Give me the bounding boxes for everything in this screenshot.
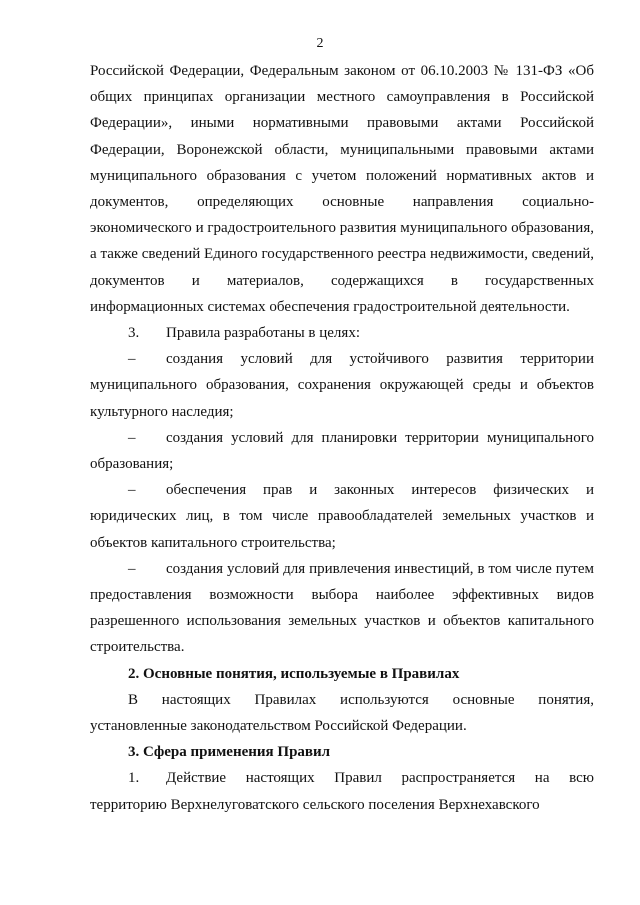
list-item-text: обеспечения прав и законных интересов физических и юридических лиц, в том числе правообладателей земельных участков и объектов капитального строительства; [90,482,594,551]
dash-marker: – [128,560,136,577]
list-item-territory-planning [90,425,594,477]
paragraph-scope [90,765,594,817]
document-body [90,58,594,818]
item-text: Действие настоящих Правил распространяется на всю территорию Верхнелуговатского сельского поселения Верхнехавского [90,770,594,813]
list-item-investments [90,556,594,661]
section-heading-basic-concepts: 2. Основные понятия, используемые в Правилах [128,665,460,682]
page-number: 2 [316,36,324,51]
list-item-text: создания условий для планировки территории муниципального образования; [90,429,594,473]
list-item-text: создания условий для устойчивого развития территории муниципального образования, сохранения окружающей среды и объектов культурного наследия; [90,351,594,420]
paragraph-legal-basis: Российской Федерации, Федеральным законом от 06.10.2003 № 131-ФЗ «Об общих принципах организации местного самоуправления в Российской Федерации», иными нормативными правовыми актами Российской Федерации, Воронежской области, муниципальными правовыми актами муниципального образования с учетом положений нормативных актов и документов, определяющих основные направления социально-экономического и градостроительного развития муниципального образования, а также сведений Единого государственного реестра недвижимости, сведений, документов и материалов, содержащихся в государственных информационных системах обеспечения градостроительной деятельности. [90,63,594,315]
dash-marker: – [128,351,136,368]
list-item-text: создания условий для привлечения инвестиций, в том числе путем предоставления возможности выбора наиболее эффективных видов разрешенного использования земельных участков и объектов капитального строительства. [90,560,594,656]
dash-marker: – [128,482,136,499]
item-number: 3. [128,325,140,342]
item-number: 1. [128,770,140,787]
list-item-rights-protection [90,477,594,556]
paragraph-basic-concepts: В настоящих Правилах используются основные понятия, установленные законодательством Российской Федерации. [90,691,594,735]
section-heading-scope: 3. Сфера применения Правил [128,744,331,761]
list-item-sustainable-development [90,346,594,425]
dash-marker: – [128,429,136,446]
item-text: Правила разработаны в целях: [166,325,360,342]
paragraph-purposes-intro [90,320,594,346]
